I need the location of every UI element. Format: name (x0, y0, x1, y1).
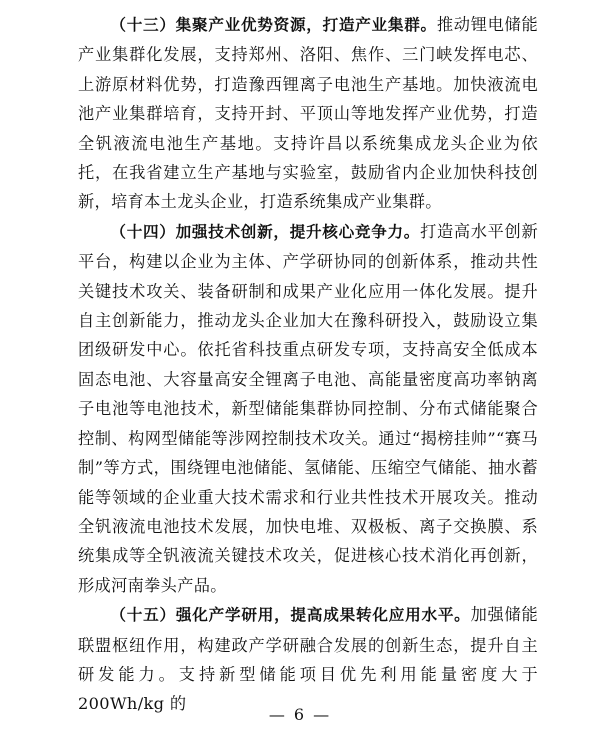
paragraph-14 (78, 217, 538, 600)
page-number: — 6 — (268, 705, 332, 724)
section-heading-13: （十三）集聚产业优势资源，打造产业集群。 (110, 16, 437, 34)
section-heading-14: （十四）加强技术创新，提升核心竞争力。 (110, 222, 421, 241)
paragraph-13 (78, 10, 538, 217)
paragraph-15 (78, 600, 538, 719)
section-body-13: 推动锂电储能产业集群化发展，支持郑州、洛阳、焦作、三门峡发挥电芯、上游原材料优势，打造豫西锂离子电池生产基地。加快液流电池产业集群培育，支持开封、平顶山等地发挥产业优势，打造全钒液流电池生产基地。支持许昌以系统集成龙头企业为依托，在我省建立生产基地与实验室，鼓励省内企业加快科技创新，培育本土龙头企业，打造系统集成产业集群。 (78, 15, 538, 212)
section-body-14: 打造高水平创新平台，构建以企业为主体、产学研协同的创新体系，推动共性关键技术攻关、装备研制和成果产业化应用一体化发展。提升自主创新能力，推动龙头企业加大在豫科研投入，鼓励设立集团级研发中心。依托省科技重点研发专项，支持高安全低成本固态电池、大容量高安全锂离子电池、高能量密度高功率钠离子电池等电池技术，新型储能集群协同控制、分布式储能聚合控制、构网型储能等涉网控制技术攻关。通过“揭榜挂帅”“赛马制”等方式，围绕锂电池储能、氢储能、压缩空气储能、抽水蓄能等领域的企业重大技术需求和行业共性技术开展攻关。推动全钒液流电池技术发展，加快电堆、双极板、离子交换膜、系统集成等全钒液流关键技术攻关，促进核心技术消化再创新，形成河南拳头产品。 (78, 221, 538, 595)
section-body-15: 加强储能联盟枢纽作用，构建政产学研融合发展的创新生态，提升自主研发能力。支持新型储能项目优先利用能量密度大于200Wh/kg 的 (78, 605, 538, 714)
section-heading-15: （十五）强化产学研用，提高成果转化应用水平。 (110, 606, 471, 625)
